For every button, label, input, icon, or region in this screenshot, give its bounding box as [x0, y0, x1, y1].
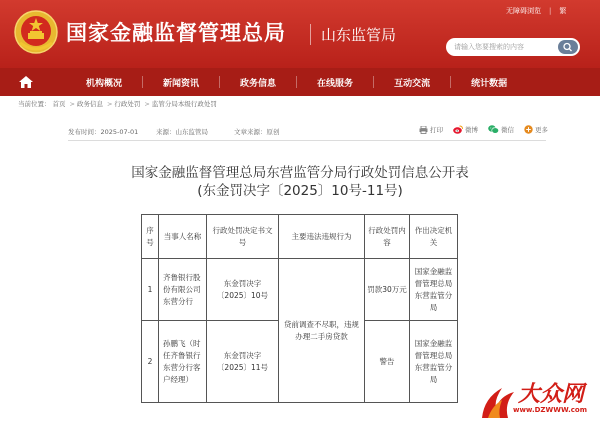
weibo-label: 微博: [465, 126, 478, 134]
penalty-content: 警告: [365, 321, 410, 403]
header-cell: 行政处罚内容: [365, 215, 410, 259]
decision-doc-number: 东金罚决字〔2025〕10号: [207, 259, 279, 321]
more-tool[interactable]: [524, 125, 548, 134]
party-name: 孙鹏飞（时任齐鲁银行东营分行客户经理）: [159, 321, 207, 403]
print-label: 打印: [430, 126, 443, 134]
decision-authority: 国家金融监督管理总局东营监管分局: [410, 321, 458, 403]
decision-doc-number: 东金罚决字〔2025〕11号: [207, 321, 279, 403]
breadcrumb-home[interactable]: 首页: [52, 100, 66, 108]
accessibility-link[interactable]: 无障碍浏览: [506, 7, 541, 15]
watermark-url: www.DZWWW.com: [513, 406, 588, 414]
nav-divider: [373, 76, 374, 88]
more-label: 更多: [535, 126, 548, 134]
penalty-content: 罚款30万元: [365, 259, 410, 321]
nav-item-interaction[interactable]: 互动交流: [394, 78, 431, 89]
breadcrumb-label: 当前位置：: [18, 100, 51, 108]
search-icon[interactable]: [558, 40, 578, 54]
nav-item-government-info[interactable]: 政务信息: [240, 78, 277, 89]
wechat-label: 微信: [501, 126, 514, 134]
wechat-tool[interactable]: [488, 125, 514, 134]
traditional-chinese-link[interactable]: 繁: [559, 7, 567, 15]
row-number: 1: [142, 259, 159, 321]
search-input[interactable]: [454, 41, 558, 53]
nav-divider: [296, 76, 297, 88]
watermark-brand: 大众网: [518, 381, 585, 407]
print-icon: [419, 126, 428, 134]
share-tools: [409, 125, 548, 134]
weibo-tool[interactable]: [453, 125, 478, 134]
main-nav: [0, 68, 600, 96]
site-title[interactable]: 国家金融监督管理总局: [66, 21, 286, 45]
party-name: 齐鲁银行股份有限公司东营分行: [159, 259, 207, 321]
nav-divider: [219, 76, 220, 88]
home-icon: [19, 76, 33, 88]
weibo-icon: [453, 125, 463, 134]
nav-item-statistics[interactable]: 统计数据: [471, 78, 508, 89]
penalty-table: [141, 214, 458, 403]
article-source: 来源：山东监管局: [156, 128, 208, 136]
article-meta: [68, 125, 548, 139]
violation-description: 贷前调查不尽职，违规办理二手房贷款: [279, 259, 365, 403]
top-links: 无障碍浏览 | 繁: [506, 7, 567, 15]
table-row: [142, 259, 458, 321]
header-cell: 主要违法违规行为: [279, 215, 365, 259]
nav-divider: [450, 76, 451, 88]
nav-item-news[interactable]: 新闻资讯: [163, 78, 200, 89]
publish-date: 发布时间：2025-07-01: [68, 128, 139, 136]
header-cell: 行政处罚决定书文号: [207, 215, 279, 259]
breadcrumb-gov-info[interactable]: 政务信息: [76, 100, 103, 108]
nav-home[interactable]: [0, 68, 52, 96]
document-subtitle: (东金罚决字〔2025〕10号-11号): [197, 183, 403, 199]
more-icon: [524, 125, 533, 134]
national-emblem-icon: [14, 9, 58, 55]
search-box: [446, 38, 580, 56]
document-title: 国家金融监督管理总局东营监管分局行政处罚信息公开表: [131, 165, 469, 181]
print-tool[interactable]: [419, 125, 443, 134]
breadcrumb-current[interactable]: 监管分局本级行政处罚: [151, 100, 217, 108]
table-header-row: [142, 215, 458, 259]
decision-authority: 国家金融监督管理总局东营监管分局: [410, 259, 458, 321]
header-cell: 作出决定机关: [410, 215, 458, 259]
header-cell: 当事人名称: [159, 215, 207, 259]
row-number: 2: [142, 321, 159, 403]
breadcrumb: 当前位置： 首页 > 政务信息 > 行政处罚 > 监管分局本级行政处罚: [18, 100, 217, 108]
nav-item-about[interactable]: 机构概况: [86, 78, 123, 89]
site-subtitle[interactable]: 山东监管局: [310, 24, 396, 45]
nav-divider: [142, 76, 143, 88]
meta-divider: [68, 140, 546, 141]
header-cell: 序号: [142, 215, 159, 259]
nav-item-online-service[interactable]: 在线服务: [317, 78, 354, 89]
wechat-icon: [488, 125, 499, 134]
article-origin: 文章来源：原创: [234, 128, 280, 136]
breadcrumb-penalty[interactable]: 行政处罚: [114, 100, 141, 108]
site-header: [0, 0, 600, 68]
